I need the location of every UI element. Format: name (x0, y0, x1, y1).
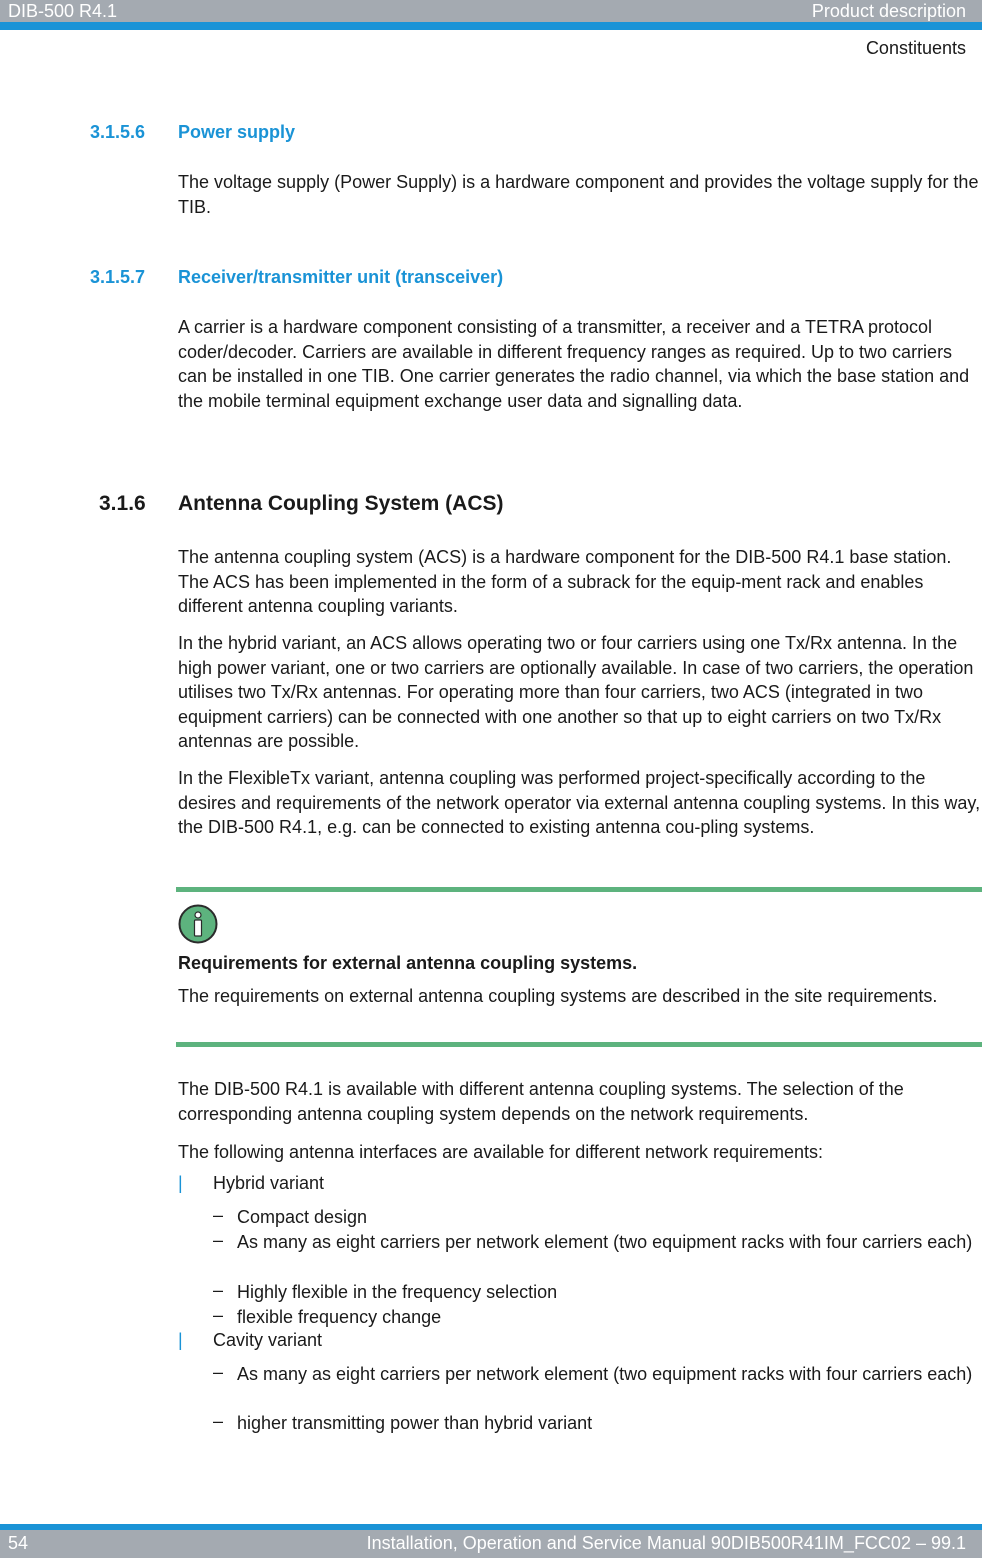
sub-item: flexible frequency change (237, 1307, 442, 1327)
footer-accent-line (0, 1524, 982, 1530)
power-supply-text: The voltage supply (Power Supply) is a hardware component and provides the voltage supply for the TIB. (178, 172, 979, 217)
section-number-3157: 3.1.5.7 (90, 267, 146, 287)
section-number-3156: 3.1.5.6 (90, 122, 146, 142)
sub-item: Compact design (237, 1207, 368, 1227)
page-number: 54 (8, 1533, 29, 1553)
dash-marker: – (213, 1305, 224, 1325)
note-body: The requirements on external antenna coupling systems are described in the site requirements. (178, 986, 938, 1006)
acs-paragraph-1: The antenna coupling system (ACS) is a hardware component for the DIB-500 R4.1 base station. The ACS has been implemented in the form of a subrack for the equip-ment rack and enables different antenna coupling variants. (178, 547, 952, 616)
header-section: Constituents (865, 38, 966, 58)
sub-item: As many as eight carriers per network element (two equipment racks with four carriers each) (237, 1232, 973, 1252)
header-accent-line (0, 22, 982, 30)
acs-paragraph-2: In the hybrid variant, an ACS allows operating two or four carriers using one Tx/Rx antenna. In the high power variant, one or two carriers are optionally available. In case of two carriers, the operation utilises two Tx/Rx antennas. For operating more than four carriers, two ACS (integrated in two equipment carriers) can be connected with one another so that up to eight carriers on two Tx/Rx antennas are possible. (178, 633, 974, 751)
section-title-power-supply: Power supply (178, 122, 296, 142)
header-product-name: DIB-500 R4.1 (8, 1, 118, 21)
acs-paragraph-3: In the FlexibleTx variant, antenna coupling was performed project-specifically according to the desires and requirements of the network operator via external antenna coupling systems. In this way, the DIB-500 R4.1, e.g. can be connected to existing antenna cou-pling systems. (178, 768, 981, 837)
info-icon (178, 904, 218, 944)
sub-item: higher transmitting power than hybrid variant (237, 1413, 593, 1433)
dash-marker: – (213, 1280, 224, 1300)
note-title: Requirements for external antenna coupling systems. (178, 953, 638, 973)
dash-marker: – (213, 1205, 224, 1225)
section-title-acs: Antenna Coupling System (ACS) (178, 492, 504, 515)
sub-item: As many as eight carriers per network element (two equipment racks with four carriers each) (237, 1364, 973, 1384)
note-bottom-rule (176, 1042, 982, 1047)
section-number-316: 3.1.6 (99, 492, 146, 515)
interfaces-intro: The following antenna interfaces are available for different network requirements: (178, 1142, 824, 1162)
header-chapter: Product description (811, 1, 966, 21)
systems-paragraph: The DIB-500 R4.1 is available with different antenna coupling systems. The selection of the corresponding antenna coupling system depends on the network requirements. (178, 1079, 904, 1124)
sub-item: Highly flexible in the frequency selection (237, 1282, 558, 1302)
dash-marker: – (213, 1230, 224, 1250)
footer-document-title: Installation, Operation and Service Manual 90DIB500R41IM_FCC02 – 99.1 (366, 1533, 966, 1553)
list-item-hybrid: Hybrid variant (213, 1173, 325, 1193)
dash-marker: – (213, 1362, 224, 1382)
section-title-transceiver: Receiver/transmitter unit (transceiver) (178, 267, 504, 287)
dash-marker: – (213, 1411, 224, 1431)
note-top-rule (176, 887, 982, 892)
list-item-cavity: Cavity variant (213, 1330, 323, 1350)
transceiver-text: A carrier is a hardware component consisting of a transmitter, a receiver and a TETRA protocol coder/decoder. Carriers are available in different frequency ranges as required. Up to two carriers can be installed in one TIB. One carrier generates the radio channel, via which the base station and the mobile terminal equipment exchange user data and signalling data. (178, 317, 970, 411)
bullet-marker: | (178, 1330, 183, 1350)
bullet-marker: | (178, 1173, 183, 1193)
